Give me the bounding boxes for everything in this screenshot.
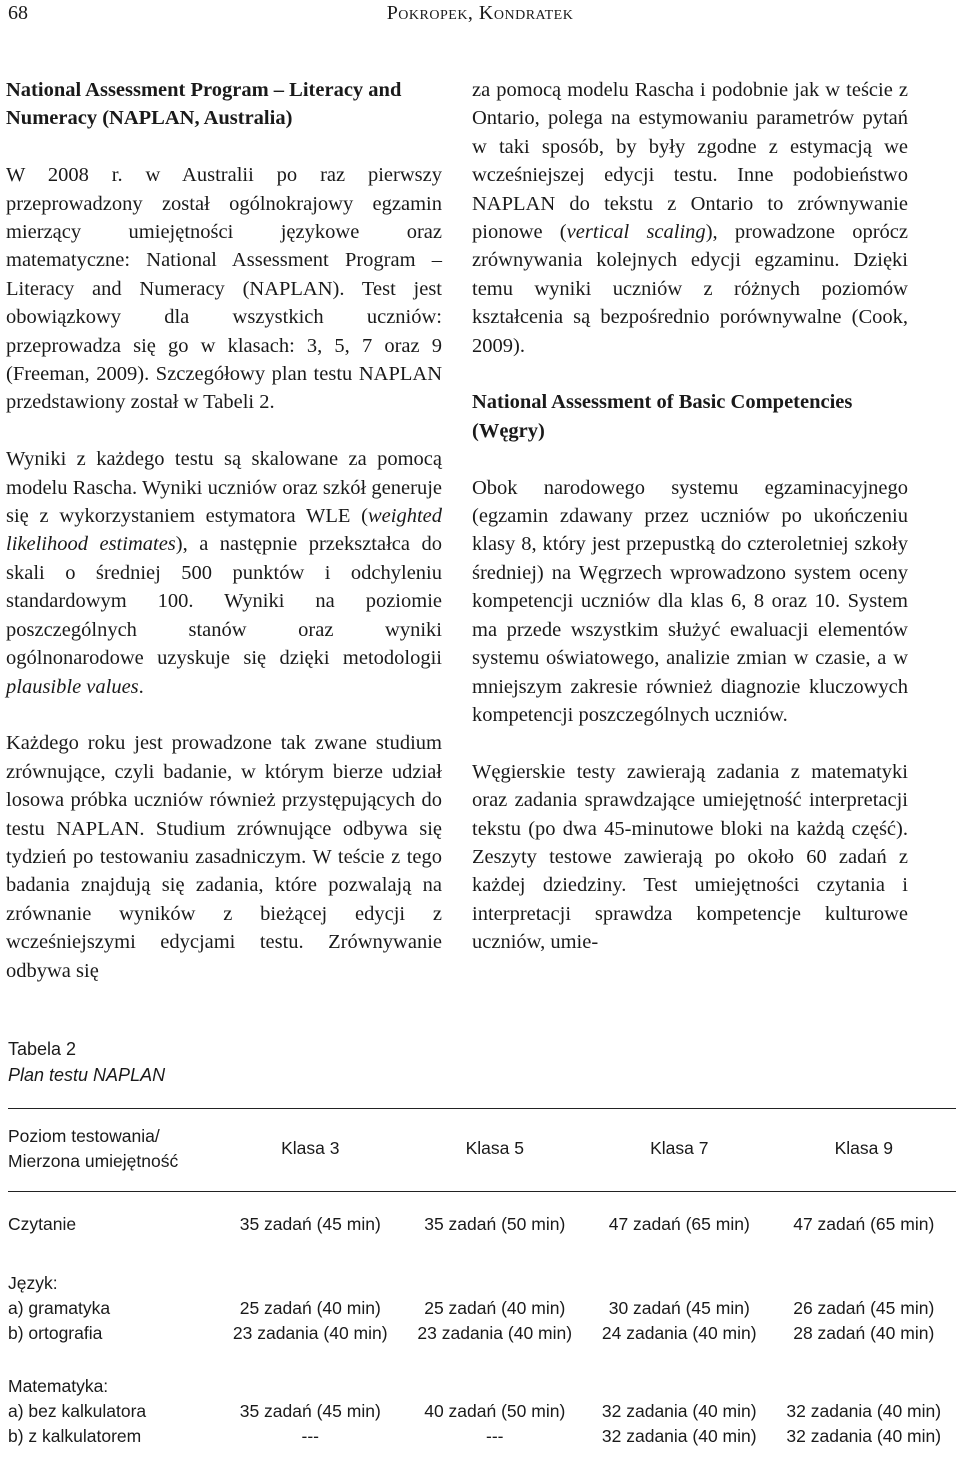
running-title: Pokropek, Kondratek — [386, 2, 574, 24]
table-title: Plan testu NAPLAN — [8, 1065, 166, 1085]
table-cell: 35 zadań (45 min) --- — [239, 1401, 381, 1446]
table-cell: 47 zadań (65 min) — [793, 1214, 935, 1234]
table-cell: 32 zadania (40 min) 32 zadania (40 min) — [786, 1401, 942, 1446]
table-cell: 40 zadań (50 min) --- — [424, 1401, 566, 1446]
left-column — [6, 76, 442, 985]
row-label: Język: a) gramatyka b) ortografia — [8, 1273, 111, 1343]
table-cell: 25 zadań (40 min) 23 zadania (40 min) — [417, 1298, 573, 1343]
table-row-math — [8, 1360, 956, 1463]
table-cell: 26 zadań (45 min) 28 zadań (40 min) — [793, 1298, 935, 1343]
paragraph: Obok narodowego systemu egzaminacyjnego (egzamin zdawany przez uczniów po ukończeniu klasy 8, który jest przepustką do czteroletniej szkoły średniej) na Węgrzech wprowadzono system oceny kompetencji uczniów dla klas 6, 8 oraz 10. System ma przede wszystkim służyć ewaluacji elementów systemu oświatowego, analizie zmian w czasie, a w mniejszym zakresie również diagnozie kluczowych kompetencji poszczególnych uczniów. — [472, 476, 908, 726]
table-caption — [8, 1036, 165, 1088]
row-label: Matematyka: a) bez kalkulatora b) z kalkulatorem — [8, 1376, 147, 1446]
paragraph: za pomocą modelu Rascha i podobnie jak w teście z Ontario, polega na estymowaniu parametrów pytań w taki sposób, by były zgodne z estymacją we wcześniejszej edycji testu. Inne podobieństwo NAPLAN do tekstu z Ontario to zrównywanie pionowe (vertical scaling), prowadzone oprócz zrównywania kolejnych edycji egzaminu. Dzięki temu wyniki uczniów z różnych poziomów kształcenia są bezpośrednio porównywalne (Cook, 2009). — [472, 79, 908, 357]
header-class-9: Klasa 9 — [834, 1138, 893, 1158]
table-cell: 25 zadań (40 min) 23 zadania (40 min) — [232, 1298, 388, 1343]
right-column — [472, 76, 908, 957]
paragraph: Każdego roku jest prowadzone tak zwane studium zrównujące, czyli badanie, w którym bierze udział losowa próbka uczniów również przystępujących do testu NAPLAN. Studium zrównujące odbywa się tydzień po testowaniu zasadniczym. W teście z tego badania znajdują się zadania, które pozwalają na zrównanie wyników z bieżącej edycji z wcześniejszymi edycjami testu. Zrównywanie odbywa się — [6, 732, 442, 982]
table-row-reading — [8, 1192, 956, 1258]
naplan-table — [8, 1108, 956, 1463]
table-cell: 32 zadania (40 min) 32 zadania (40 min) — [601, 1401, 757, 1446]
table-row-language — [8, 1257, 956, 1360]
paragraph: Węgierskie testy zawierają zadania z matematyki oraz zadania sprawdzające umiejętność interpretacji tekstu (po dwa 45-minutowe bloki na każdą część). Zeszyty testowe zawierają po około 60 zadań z każdej dziedziny. Test umiejętności czytania i interpretacji sprawdza kompetencje kulturowe uczniów, umie- — [472, 760, 908, 954]
table-cell: 47 zadań (65 min) — [608, 1214, 750, 1234]
row-label: Czytanie — [8, 1214, 77, 1234]
header-level-skill: Poziom testowania/ Mierzona umiejętność — [8, 1126, 179, 1171]
page-number: 68 — [8, 2, 28, 24]
page-header — [0, 0, 960, 40]
table-cell: 35 zadań (45 min) — [239, 1214, 381, 1234]
table-header-row — [8, 1109, 956, 1192]
paragraph: W 2008 r. w Australii po raz pierwszy przeprowadzony został ogólnokrajowy egzamin mierzący umiejętności językowe oraz matematyczne: National Assessment Program – Literacy and Numeracy (NAPLAN). Test jest obowiązkowy dla wszystkich uczniów: przeprowadza się go w klasach: 3, 5, 7 oraz 9 (Freeman, 2009). Szczegółowy plan testu NAPLAN przedstawiony został w Tabeli 2. — [6, 164, 442, 414]
table-cell: 30 zadań (45 min) 24 zadania (40 min) — [601, 1298, 757, 1343]
section-heading-hungary: National Assessment of Basic Competencies (Węgry) — [472, 391, 853, 442]
header-class-7: Klasa 7 — [650, 1138, 709, 1158]
section-heading-naplan: National Assessment Program – Literacy and Numeracy (NAPLAN, Australia) — [6, 79, 402, 130]
table-label: Tabela 2 — [8, 1039, 77, 1059]
table-cell: 35 zadań (50 min) — [424, 1214, 566, 1234]
paragraph: Wyniki z każdego testu są skalowane za pomocą modelu Rascha. Wyniki uczniów oraz szkół generuje się z wykorzystaniem estymatora WLE (weighted likelihood estimates), a następnie przekształca do skali o średniej 500 punktów i odchyleniu standardowym 100. Wyniki na poziomie poszczególnych stanów oraz wyniki ogólnonarodowe uzyskuje się dzięki metodologii plausible values. — [6, 448, 442, 698]
header-class-3: Klasa 3 — [281, 1138, 340, 1158]
header-class-5: Klasa 5 — [465, 1138, 524, 1158]
